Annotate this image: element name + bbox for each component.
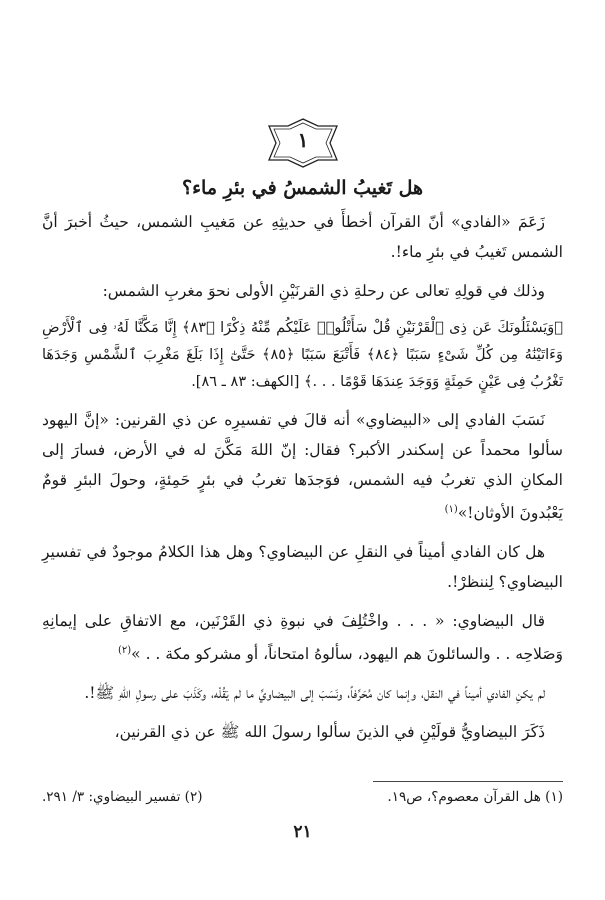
footnotes <box>42 789 563 805</box>
page-number: ٢١ <box>293 822 312 842</box>
chapter-number-badge <box>267 118 339 168</box>
footnote-marker-1[interactable]: (١) <box>444 504 458 515</box>
paragraph-baidawi-quote <box>42 606 563 669</box>
quote-text: قال البيضاوي: « . . . واخْتُلِفَ في نبوةِ ذي القَرْنَين، مع الاتفاقِ على إيمانِهِ وَصَلاحِه . . والسائلونَ هم اليهود، سألوهُ امتحاناً، أو مشركو مكة . . » <box>42 612 563 664</box>
paragraph-intro-verse: وذلك في قولِهِ تعالى عن رحلةِ ذي القرنَيْنِ الأولى نحوَ مغربِ الشمس: <box>102 282 545 300</box>
quran-verse: ﴿وَيَسْئَلُونَكَ عَن ذِى ٱلْقَرْنَيْنِ قُلْ سَأَتْلُوا۟ عَلَيْكُم مِّنْهُ ذِكْرًا ﴿٨٣﴾ إِنَّا مَكَّنَّا لَهُۥ فِى ٱلْأَرْضِ وَءَاتَيْنَٰهُ مِن كُلِّ شَىْءٍ سَبَبًا ﴿٨٤﴾ فَأَتْبَعَ سَبَبًا ﴿٨٥﴾ حَتَّىٰٓ إِذَا بَلَغَ مَغْرِبَ ٱلشَّمْسِ وَجَدَهَا تَغْرُبُ فِى عَيْنٍ حَمِئَةٍ وَوَجَدَ عِندَهَا قَوْمًا . . .﴾ <box>42 320 563 390</box>
body-text <box>42 207 563 756</box>
paragraph-two-opinions: ذَكَرَ البيضاويُّ قولَيْنِ في الذينَ سألوا رسولَ الله ﷺ عن ذي القرنين، <box>114 723 545 742</box>
footnote-2: (٢) تفسير البيضاوي: ٣/ ٢٩١. <box>42 789 203 805</box>
footnote-marker-2[interactable]: (٢) <box>117 645 132 657</box>
verse-reference: [الكهف: ٨٣ ـ ٨٦]. <box>191 374 300 390</box>
attribution-text: نَسَبَ الفادي إلى «البيضاوي» أنه قالَ في تفسيرِه عن ذي القرنين: «إنَّ اليهود سألوا محمداً عن إسكندر الأكبر؟ فقال: إنّ اللهَ مَكَّنَ له في الأرض، فسارَ إلى المكانِ الذي تغربُ فيه الشمس، فوَجدَها تغربُ في بئرٍ حَمِئةٍ، وحولَ البئرِ قومٌ يَعْبُدونَ الأوثان!» <box>42 411 563 523</box>
paragraph-attribution <box>42 405 563 528</box>
quran-verse-block <box>42 315 563 396</box>
paragraph-question: هل كان الفادي أميناً في النقلِ عن البيضاوي؟ وهل هذا الكلامُ موجودٌ في تفسيرِ البيضاوي؟ لِننظرْ!. <box>42 543 563 592</box>
footnote-divider <box>373 781 563 782</box>
chapter-title: هل تَغيبُ الشمسُ في بئرِ ماء؟ <box>182 177 423 199</box>
chapter-number: ١ <box>297 128 309 152</box>
paragraph-claim: زَعَمَ «الفادي» أنّ القرآن أخطأَ في حديثِهِ عن مَغيبِ الشمس، حيثُ أخبرَ أنَّ الشمس تَغيبُ في بئرِ ماء!. <box>42 213 563 261</box>
footnote-1: (١) هل القرآن معصوم؟، ص١٩. <box>387 789 563 805</box>
paragraph-verdict: لم يكنِ الفادي أميناً في النقل، وإنما كان مُحَرِّفاً، ونَسَبَ إلى البيضاويِّ ما لم يَقُلْه، وكَذَبَ على رسولِ اللهِ ﷺ!. <box>84 684 545 703</box>
